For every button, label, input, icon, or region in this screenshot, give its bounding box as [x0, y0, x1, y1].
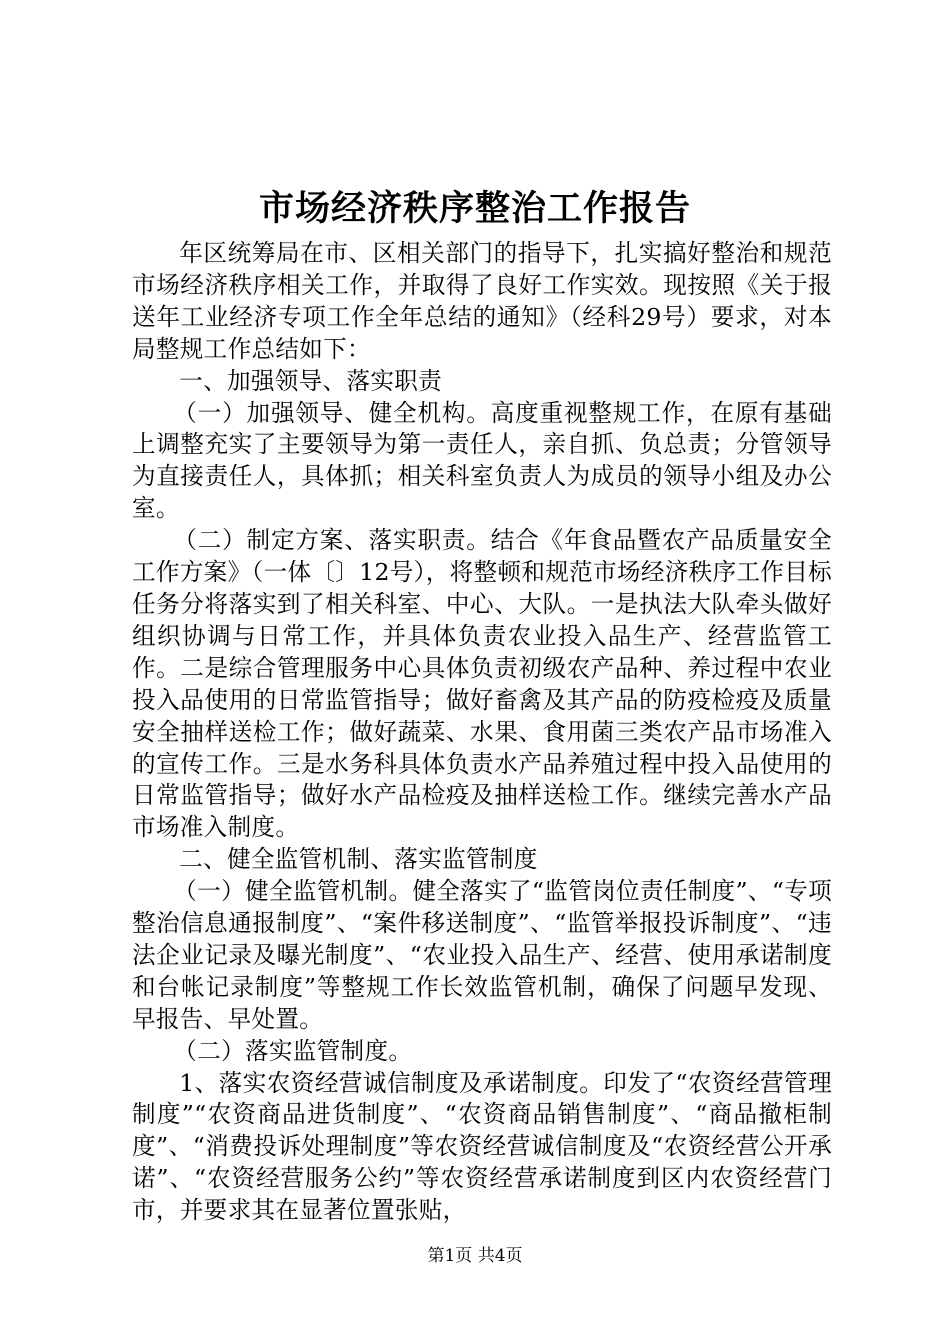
document-body	[132, 238, 832, 1227]
paragraph-2-2: （二）落实监管制度。	[173, 1036, 413, 1065]
section-heading-1: 一、加强领导、落实职责	[179, 366, 443, 395]
paragraph-2-1: （一）健全监管机制。健全落实了“监管岗位责任制度”、“专项整治信息通报制度”、“案件移送制度”、“监管举报投诉制度”、“违法企业记录及曝光制度”、“农业投入品生产、经营、使用承诺制度和台帐记录制度”等整规工作长效监管机制，确保了问题早发现、早报告、早处置。	[132, 877, 832, 1033]
page-footer: 第1页 共4页	[427, 1246, 523, 1266]
paragraph-1-2: （二）制定方案、落实职责。结合《年食品暨农产品质量安全工作方案》（一体〔〕12号），将整顿和规范市场经济秩序工作目标任务分将落实到了相关科室、中心、大队。一是执法大队牵头做好组织协调与日常工作，并具体负责农业投入品生产、经营监管工作。二是综合管理服务中心具体负责初级农产品种、养过程中农业投入品使用的日常监管指导；做好畜禽及其产品的防疫检疫及质量安全抽样送检工作；做好蔬菜、水果、食用菌三类农产品市场准入的宣传工作。三是水务科具体负责水产品养殖过程中投入品使用的日常监管指导；做好水产品检疫及抽样送检工作。继续完善水产品市场准入制度。	[132, 526, 832, 842]
paragraph-intro: 年区统筹局在市、区相关部门的指导下，扎实搞好整治和规范市场经济秩序相关工作，并取得了良好工作实效。现按照《关于报送年工业经济专项工作全年总结的通知》（经科29号）要求，对本局整规工作总结如下：	[132, 239, 832, 363]
section-heading-2: 二、健全监管机制、落实监管制度	[179, 845, 538, 874]
paragraph-2-2-1: 1、落实农资经营诚信制度及承诺制度。印发了“农资经营管理制度”“农资商品进货制度”、“农资商品销售制度”、“商品撤柜制度”、“消费投诉处理制度”等农资经营诚信制度及“农资经营公开承诺”、“农资经营服务公约”等农资经营承诺制度到区内农资经营门市，并要求其在显著位置张贴，	[132, 1068, 832, 1225]
document-title: 市场经济秩序整治工作报告	[258, 188, 691, 229]
paragraph-1-1: （一）加强领导、健全机构。高度重视整规工作，在原有基础上调整充实了主要领导为第一责任人，亲自抓、负总责；分管领导为直接责任人，具体抓；相关科室负责人为成员的领导小组及办公室。	[132, 398, 832, 523]
